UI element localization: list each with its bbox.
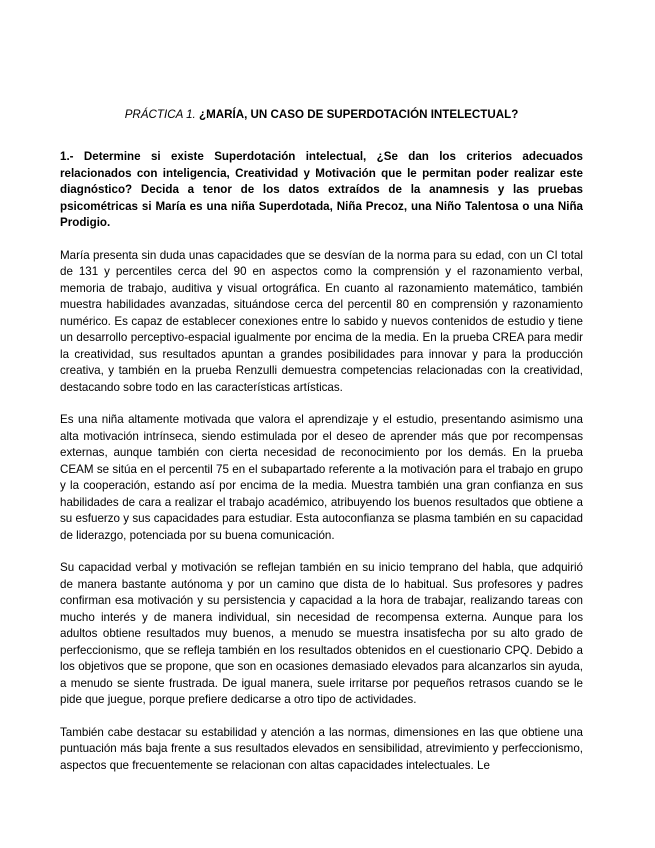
paragraph-2: Es una niña altamente motivada que valora el aprendizaje y el estudio, presentando asimismo una alta motivación intrínseca, siendo estimulada por el deseo de aprender más que por recompensas externas, aunque también con cierta necesidad de reconocimiento por los demás. En la prueba CEAM se sitúa en el percentil 75 en el subapartado referente a la motivación para el trabajo en grupo y la cooperación, estando así por encima de la media. Muestra también una gran confianza en sus habilidades de cara a realizar el trabajo académico, atribuyendo los buenos resultados que obtiene a su esfuerzo y sus capacidades para estudiar. Esta autoconfianza se plasma también en su capacidad de liderazgo, potenciada por su buena comunicación. [60, 413, 583, 542]
title-main: ¿MARÍA, UN CASO DE SUPERDOTACIÓN INTELECTUAL? [199, 108, 519, 121]
title-prefix: PRÁCTICA 1. [124, 108, 196, 121]
document-page [60, 107, 583, 790]
paragraph-1: María presenta sin duda unas capacidades que se desvían de la norma para su edad, con un CI total de 131 y percentiles cerca del 90 en aspectos como la comprensión y el razonamiento verbal, memoria de trabajo, auditiva y visual ortográfica. En cuanto al razonamiento matemático, también muestra habilidades avanzadas, situándose cerca del percentil 80 en comprensión y razonamiento numérico. Es capaz de establecer conexiones entre lo sabido y nuevos contenidos de estudio y tiene un desarrollo perceptivo-espacial igualmente por encima de la media. En la prueba CREA para medir la creatividad, sus resultados apuntan a grandes posibilidades para innovar y para la producción creativa, y también en la prueba Renzulli demuestra competencias relacionadas con la creatividad, destacando sobre todo en las características artísticas. [60, 248, 583, 394]
question-heading: 1.- Determine si existe Superdotación intelectual, ¿Se dan los criterios adecuados relacionados con inteligencia, Creatividad y Motivación que le permitan poder realizar este diagnóstico? Decida a tenor de los datos extraídos de la anamnesis y las pruebas psicométricas si María es una niña Superdotada, Niña Precoz, una Niño Talentosa o una Niña Prodigio. [60, 150, 583, 229]
paragraph-3: Su capacidad verbal y motivación se reflejan también en su inicio temprano del habla, que adquirió de manera bastante autónoma y por un camino que dista de lo habitual. Sus profesores y padres confirman esa motivación y su persistencia y capacidad a la hora de trabajar, realizando tareas con mucho interés y de manera individual, sin necesidad de recompensa externa. Aunque para los adultos obtiene resultados muy buenos, a menudo se muestra insatisfecha por su alto grado de perfeccionismo, que se refleja también en los resultados obtenidos en el cuestionario CPQ. Debido a los objetivos que se propone, que son en ocasiones demasiado elevados para alcanzarlos sin ayuda, a menudo se siente frustrada. De igual manera, suele irritarse por pequeños retrasos cuando se le pide que juegue, porque prefiere dedicarse a otro tipo de actividades. [60, 561, 583, 706]
page-title [60, 107, 583, 123]
paragraph-4: También cabe destacar su estabilidad y atención a las normas, dimensiones en las que obtiene una puntuación más baja frente a sus resultados elevados en sensibilidad, atrevimiento y perfeccionismo, aspectos que frecuentemente se relacionan con altas capacidades intelectuales. Le [60, 725, 583, 772]
